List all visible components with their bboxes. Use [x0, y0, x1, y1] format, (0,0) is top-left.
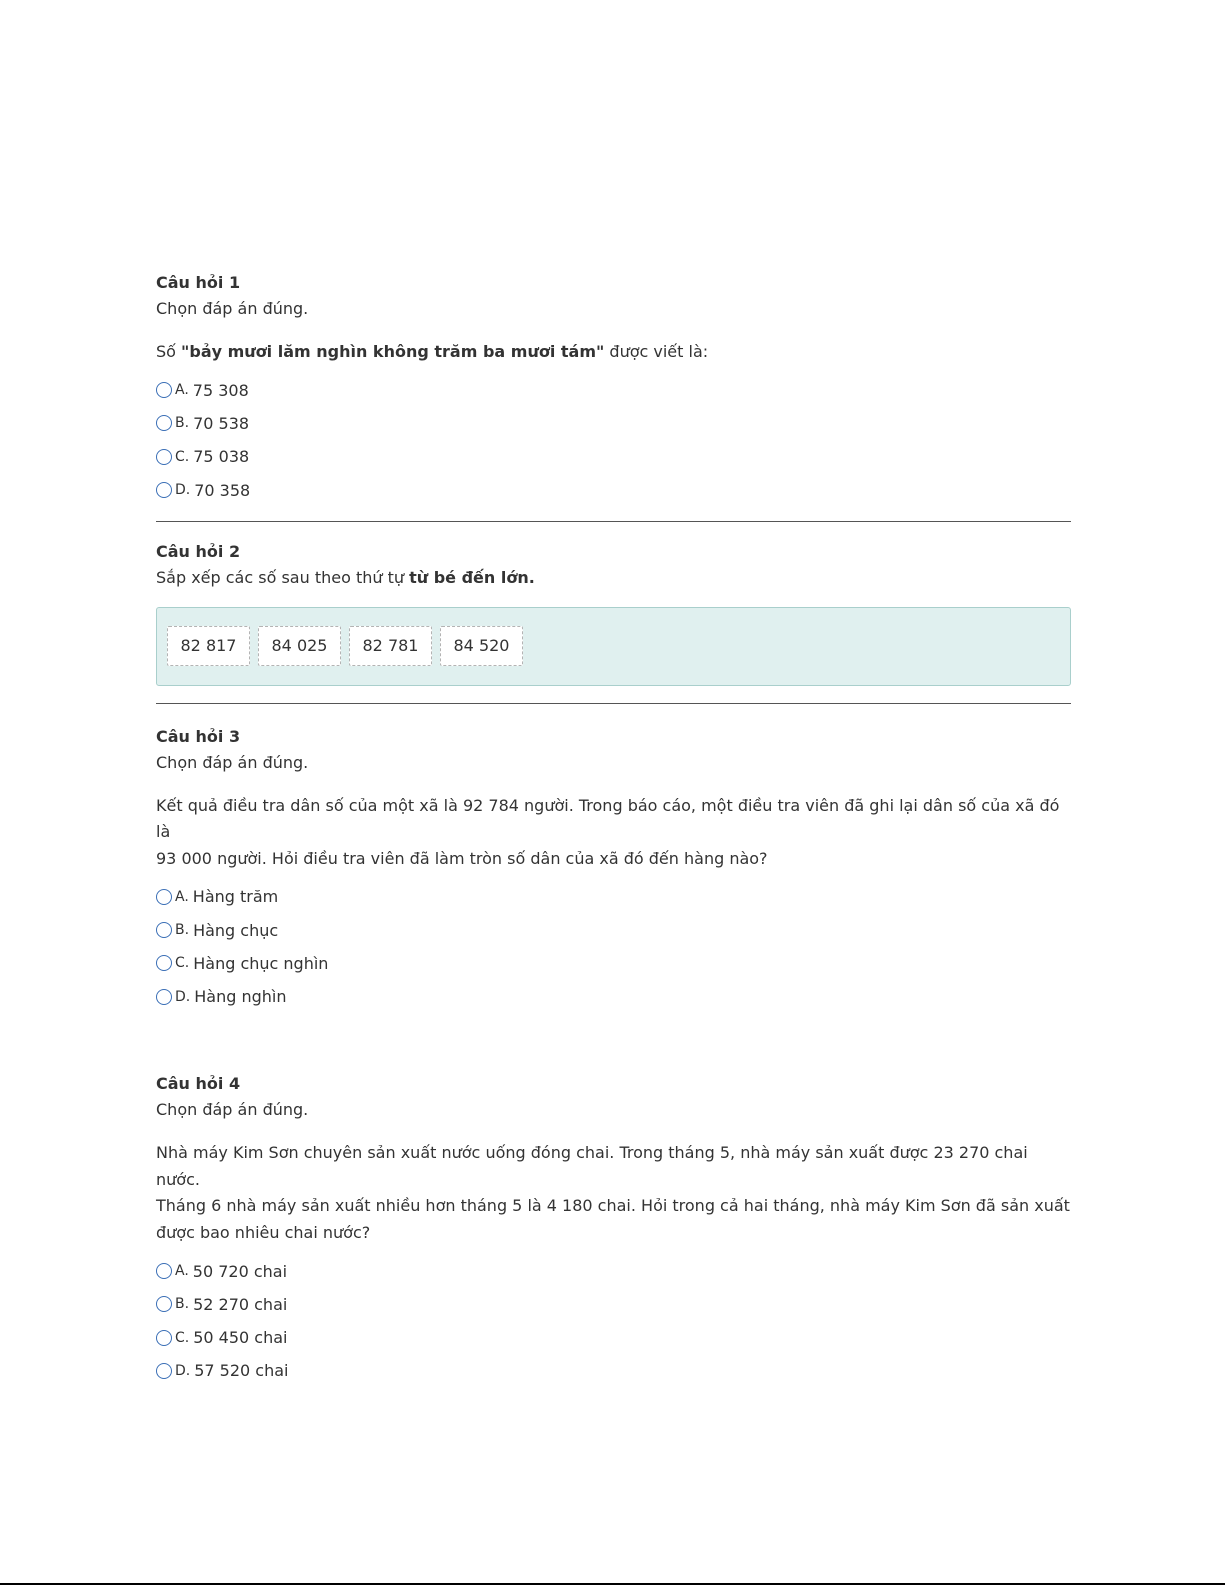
option-text: 52 270 chai	[193, 1294, 288, 1314]
option-text: 75 038	[193, 447, 250, 467]
radio-button[interactable]	[156, 1296, 172, 1312]
question-title: Câu hỏi 4	[156, 1074, 241, 1094]
radio-button[interactable]	[156, 922, 172, 938]
option-d[interactable]	[156, 980, 1071, 1013]
question-4	[156, 1071, 1071, 1387]
option-letter: C.	[175, 1329, 190, 1346]
radio-button[interactable]	[156, 415, 172, 431]
sort-item[interactable]: 82 817	[167, 626, 250, 666]
radio-button[interactable]	[156, 382, 172, 398]
question-divider	[156, 521, 1071, 522]
option-b[interactable]	[156, 913, 1071, 946]
option-a[interactable]	[156, 1254, 1071, 1287]
option-c[interactable]	[156, 947, 1071, 980]
option-letter: C.	[175, 955, 190, 972]
stem-line: 93 000 người. Hỏi điều tra viên đã làm tròn số dân của xã đó đến hàng nào?	[156, 848, 768, 868]
answer-options	[156, 374, 1071, 507]
instruction-bold: từ bé đến lớn.	[409, 567, 535, 587]
stem-suffix: được viết là:	[604, 342, 709, 361]
question-instruction: Chọn đáp án đúng.	[156, 1100, 309, 1120]
radio-button[interactable]	[156, 889, 172, 905]
quiz-content	[156, 270, 1071, 1388]
option-letter: B.	[175, 415, 190, 432]
question-1	[156, 270, 1071, 507]
stem-line: Nhà máy Kim Sơn chuyên sản xuất nước uống đóng chai. Trong tháng 5, nhà máy sản xuất được 23 270 chai nước.	[156, 1143, 1028, 1189]
option-letter: D.	[175, 988, 191, 1005]
radio-button[interactable]	[156, 955, 172, 971]
option-letter: A.	[175, 382, 189, 399]
option-text: Hàng chục	[193, 920, 279, 940]
option-letter: D.	[175, 482, 191, 499]
radio-button[interactable]	[156, 989, 172, 1005]
answer-options	[156, 880, 1071, 1013]
option-text: 75 308	[192, 380, 249, 400]
option-text: 50 450 chai	[193, 1328, 288, 1348]
question-title: Câu hỏi 3	[156, 726, 241, 746]
question-divider	[156, 703, 1071, 704]
option-text: Hàng nghìn	[194, 987, 287, 1007]
radio-button[interactable]	[156, 1263, 172, 1279]
question-stem	[156, 339, 1071, 366]
option-letter: B.	[175, 922, 190, 939]
option-c[interactable]	[156, 440, 1071, 473]
sort-item[interactable]: 82 781	[349, 626, 432, 666]
stem-line: Tháng 6 nhà máy sản xuất nhiều hơn tháng 5 là 4 180 chai. Hỏi trong cả hai tháng, nhà máy Kim Sơn đã sản xuất	[156, 1196, 1070, 1216]
question-2	[156, 539, 1071, 686]
option-text: 70 538	[193, 413, 250, 433]
sort-item[interactable]: 84 025	[258, 626, 341, 666]
question-title: Câu hỏi 1	[156, 273, 241, 292]
instruction-prefix: Sắp xếp các số sau theo thứ tự	[156, 567, 410, 587]
option-d[interactable]	[156, 473, 1071, 506]
option-letter: C.	[175, 448, 190, 465]
stem-bold: "bảy mươi lăm nghìn không trăm ba mươi tám"	[181, 342, 605, 361]
radio-button[interactable]	[156, 449, 172, 465]
option-text: 50 720 chai	[192, 1261, 288, 1281]
option-a[interactable]	[156, 374, 1071, 407]
option-a[interactable]	[156, 880, 1071, 913]
question-instruction: Chọn đáp án đúng.	[156, 299, 309, 318]
option-text: Hàng chục nghìn	[193, 953, 329, 973]
option-b[interactable]	[156, 1288, 1071, 1321]
option-b[interactable]	[156, 407, 1071, 440]
question-3	[156, 724, 1071, 1014]
stem-line: được bao nhiêu chai nước?	[156, 1222, 371, 1242]
option-text: 57 520 chai	[194, 1361, 289, 1381]
option-letter: B.	[175, 1296, 190, 1313]
option-text: Hàng trăm	[192, 887, 279, 907]
stem-prefix: Số	[156, 342, 182, 361]
question-stem	[156, 793, 1071, 873]
sort-drop-zone[interactable]	[156, 607, 1071, 686]
radio-button[interactable]	[156, 1330, 172, 1346]
question-instruction: Chọn đáp án đúng.	[156, 752, 309, 772]
stem-line: Kết quả điều tra dân số của một xã là 92 784 người. Trong báo cáo, một điều tra viên đã ghi lại dân số của xã đó là	[156, 795, 1060, 842]
sort-item[interactable]: 84 520	[440, 626, 523, 666]
option-c[interactable]	[156, 1321, 1071, 1354]
option-text: 70 358	[194, 480, 251, 500]
answer-options	[156, 1254, 1071, 1387]
option-letter: A.	[175, 888, 189, 905]
question-title: Câu hỏi 2	[156, 541, 241, 561]
option-d[interactable]	[156, 1354, 1071, 1387]
radio-button[interactable]	[156, 1363, 172, 1379]
radio-button[interactable]	[156, 482, 172, 498]
option-letter: D.	[175, 1362, 191, 1379]
question-stem	[156, 1140, 1071, 1246]
question-instruction	[156, 565, 1071, 591]
option-letter: A.	[175, 1263, 189, 1280]
